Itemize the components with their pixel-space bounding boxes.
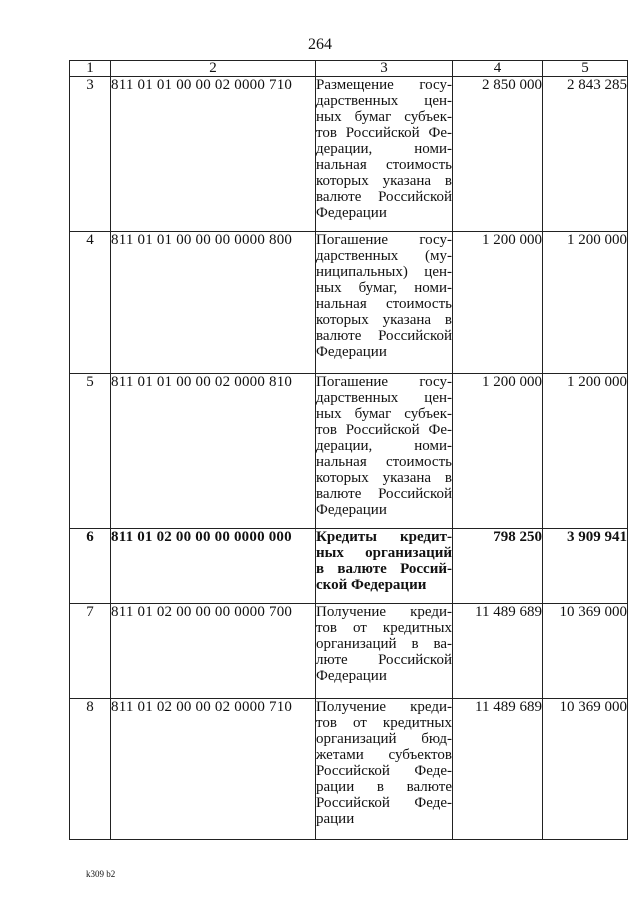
description-line: Российской Феде- <box>316 795 452 811</box>
description-line: Получение креди- <box>316 604 452 620</box>
amount-column-5: 3 909 941 <box>543 529 628 604</box>
row-number: 3 <box>70 77 111 232</box>
table-body <box>70 77 628 840</box>
column-header-1: 1 <box>70 61 111 77</box>
description <box>316 77 453 232</box>
budget-code: 811 01 02 00 00 00 0000 000 <box>111 529 316 604</box>
description-line: нальная стоимость <box>316 454 452 470</box>
amount-column-4: 1 200 000 <box>453 232 543 374</box>
table-row <box>70 699 628 840</box>
description <box>316 699 453 840</box>
description-line: дерации, номи- <box>316 141 452 157</box>
description-line: рации в валюте <box>316 779 452 795</box>
description-line: тов от кредитных <box>316 715 452 731</box>
row-number: 6 <box>70 529 111 604</box>
description-line: Получение креди- <box>316 699 452 715</box>
amount-column-4: 798 250 <box>453 529 543 604</box>
row-number: 5 <box>70 374 111 529</box>
description-line: нальная стоимость <box>316 296 452 312</box>
description-line: жетами субъектов <box>316 747 452 763</box>
budget-code: 811 01 01 00 00 00 0000 800 <box>111 232 316 374</box>
table-row <box>70 604 628 699</box>
description-line: Федерации <box>316 205 387 221</box>
description-line: которых указана в <box>316 470 452 486</box>
description-line: которых указана в <box>316 312 452 328</box>
amount-column-5: 10 369 000 <box>543 699 628 840</box>
description-line: ных бумаг субъек- <box>316 406 452 422</box>
description-line: Федерации <box>316 344 387 360</box>
description <box>316 232 453 374</box>
budget-code: 811 01 02 00 00 02 0000 710 <box>111 699 316 840</box>
description-line: ской Федерации <box>316 577 427 593</box>
row-number: 7 <box>70 604 111 699</box>
amount-column-5: 1 200 000 <box>543 232 628 374</box>
amount-column-4: 11 489 689 <box>453 699 543 840</box>
amount-column-4: 1 200 000 <box>453 374 543 529</box>
description <box>316 374 453 529</box>
description-line: валюте Российской <box>316 328 452 344</box>
description-line: дарственных цен- <box>316 390 452 406</box>
column-header-2: 2 <box>111 61 316 77</box>
column-header-4: 4 <box>453 61 543 77</box>
budget-code: 811 01 01 00 00 02 0000 710 <box>111 77 316 232</box>
description-line: рации <box>316 811 355 827</box>
table-row <box>70 529 628 604</box>
column-header-3: 3 <box>316 61 453 77</box>
description-line: Федерации <box>316 668 387 684</box>
description-line: тов от кредитных <box>316 620 452 636</box>
description-line: Погашение госу- <box>316 232 452 248</box>
table-row <box>70 77 628 232</box>
description-line: которых указана в <box>316 173 452 189</box>
description-line: организаций бюд- <box>316 731 452 747</box>
description-line: люте Российской <box>316 652 452 668</box>
table-header <box>70 61 628 77</box>
description-line: дарственных цен- <box>316 93 452 109</box>
budget-code: 811 01 01 00 00 02 0000 810 <box>111 374 316 529</box>
description-line: ных организаций <box>316 545 452 561</box>
description-line: Российской Феде- <box>316 763 452 779</box>
description-line: валюте Российской <box>316 486 452 502</box>
description-line: организаций в ва- <box>316 636 452 652</box>
description <box>316 529 453 604</box>
amount-column-4: 11 489 689 <box>453 604 543 699</box>
amount-column-5: 1 200 000 <box>543 374 628 529</box>
description-line: ниципальных) цен- <box>316 264 452 280</box>
column-header-5: 5 <box>543 61 628 77</box>
row-number: 4 <box>70 232 111 374</box>
amount-column-4: 2 850 000 <box>453 77 543 232</box>
budget-table <box>69 60 628 840</box>
description <box>316 604 453 699</box>
page-number: 264 <box>308 36 332 53</box>
table-row <box>70 374 628 529</box>
description-line: Размещение госу- <box>316 77 452 93</box>
description-line: ных бумаг, номи- <box>316 280 452 296</box>
document-code: k309 b2 <box>86 869 116 879</box>
description-line: дарственных (му- <box>316 248 452 264</box>
description-line: Погашение госу- <box>316 374 452 390</box>
description-line: валюте Российской <box>316 189 452 205</box>
description-line: ных бумаг субъек- <box>316 109 452 125</box>
description-line: нальная стоимость <box>316 157 452 173</box>
table-row <box>70 232 628 374</box>
description-line: дерации, номи- <box>316 438 452 454</box>
row-number: 8 <box>70 699 111 840</box>
budget-code: 811 01 02 00 00 00 0000 700 <box>111 604 316 699</box>
description-line: тов Российской Фе- <box>316 422 452 438</box>
description-line: Кредиты кредит- <box>316 529 452 545</box>
amount-column-5: 2 843 285 <box>543 77 628 232</box>
header-row <box>70 61 628 77</box>
description-line: тов Российской Фе- <box>316 125 452 141</box>
amount-column-5: 10 369 000 <box>543 604 628 699</box>
description-line: в валюте Россий- <box>316 561 452 577</box>
description-line: Федерации <box>316 502 387 518</box>
